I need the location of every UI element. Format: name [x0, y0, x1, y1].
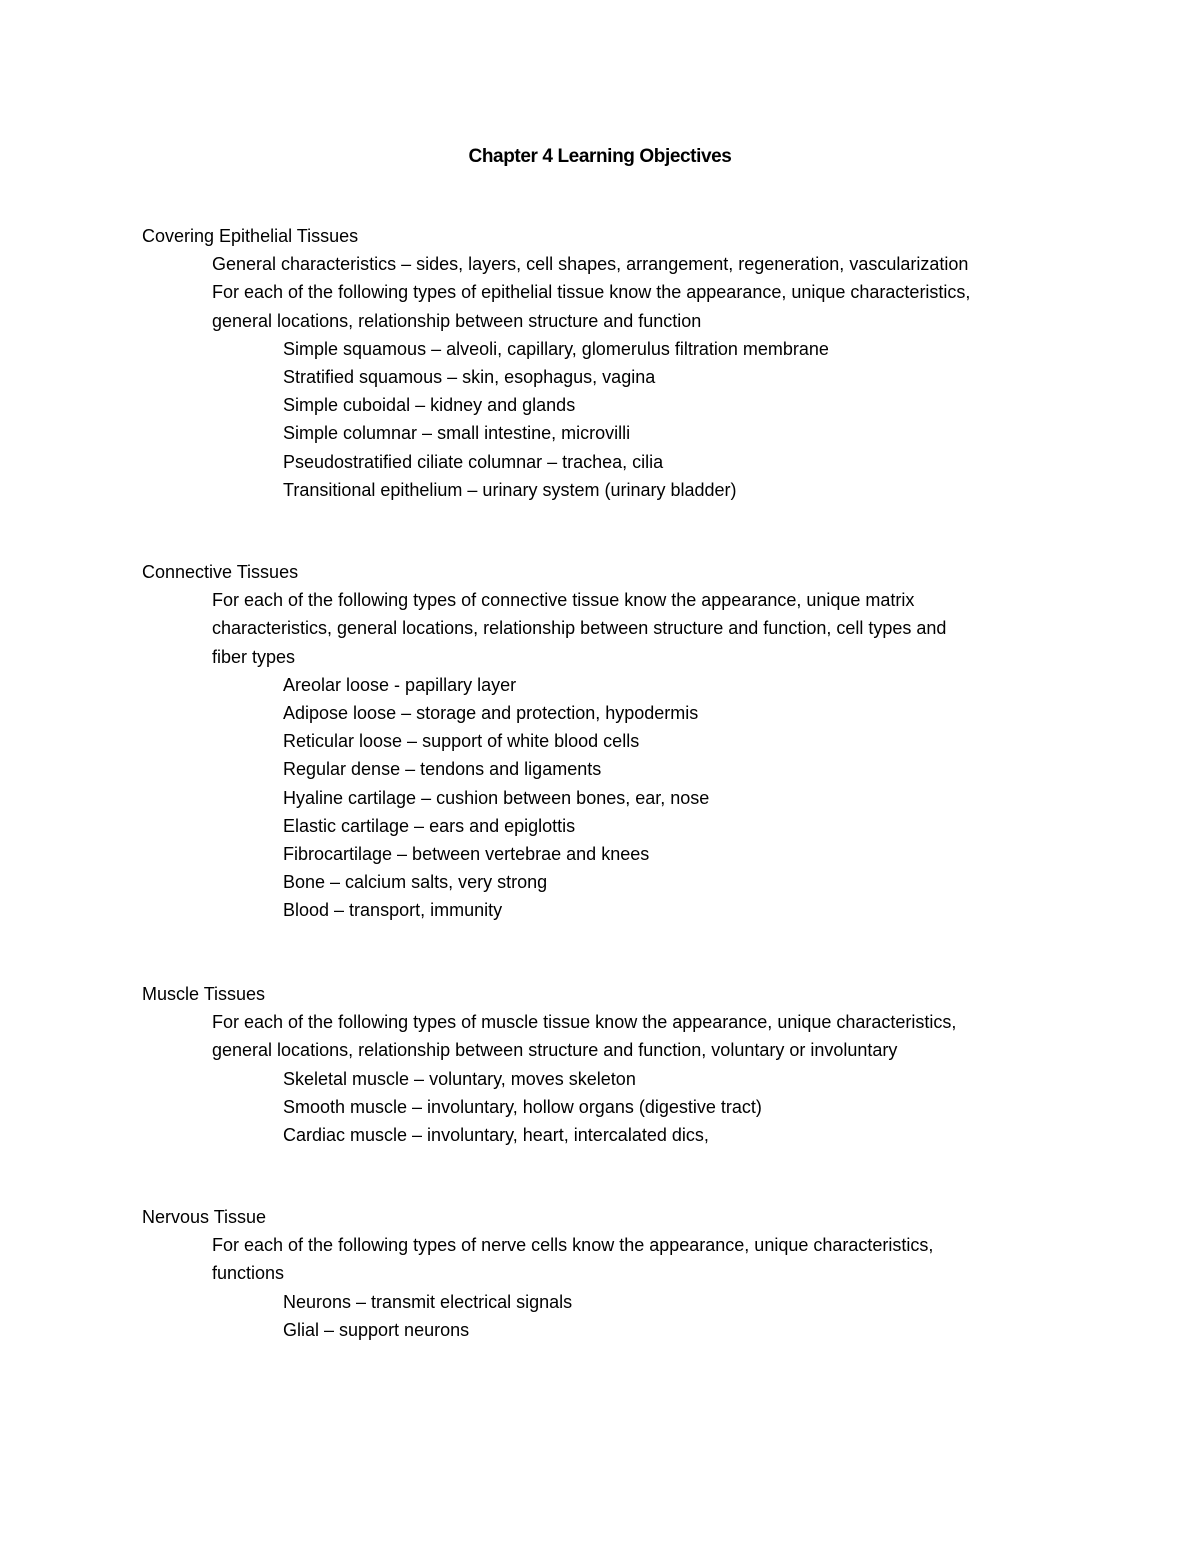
- list-item: Simple columnar – small intestine, microvilli: [283, 423, 631, 444]
- intro-line: functions: [212, 1263, 285, 1284]
- intro-line: general locations, relationship between structure and function: [212, 310, 702, 331]
- section-connective: [142, 558, 1082, 925]
- section-intro: [212, 586, 1072, 671]
- section-muscle: [142, 980, 1082, 1149]
- list-item: Stratified squamous – skin, esophagus, vagina: [283, 367, 656, 388]
- list-item: Regular dense – tendons and ligaments: [283, 759, 602, 780]
- list-item: Areolar loose - papillary layer: [283, 674, 517, 695]
- section-intro: [212, 1231, 1072, 1287]
- list-item: Skeletal muscle – voluntary, moves skeleton: [283, 1068, 636, 1089]
- list-item: Elastic cartilage – ears and epiglottis: [283, 815, 576, 836]
- tissue-list: [283, 671, 1082, 925]
- list-item: Hyaline cartilage – cushion between bones, ear, nose: [283, 787, 710, 808]
- list-item: Pseudostratified ciliate columnar – trachea, cilia: [283, 451, 664, 472]
- list-item: Bone – calcium salts, very strong: [283, 872, 548, 893]
- list-item: Transitional epithelium – urinary system (urinary bladder): [283, 479, 737, 500]
- list-item: Neurons – transmit electrical signals: [283, 1291, 573, 1312]
- list-item: Simple cuboidal – kidney and glands: [283, 395, 576, 416]
- section-epithelial: [142, 222, 1082, 504]
- intro-line: For each of the following types of muscle tissue know the appearance, unique characteristics,: [212, 1012, 957, 1033]
- intro-line: fiber types: [212, 646, 296, 667]
- list-item: Smooth muscle – involuntary, hollow organs (digestive tract): [283, 1096, 762, 1117]
- list-item: Fibrocartilage – between vertebrae and knees: [283, 844, 650, 865]
- intro-line: For each of the following types of epithelial tissue know the appearance, unique characteristics,: [212, 282, 971, 303]
- page-title: Chapter 4 Learning Objectives: [468, 146, 732, 167]
- tissue-list: [283, 1065, 1082, 1150]
- list-item: Simple squamous – alveoli, capillary, glomerulus filtration membrane: [283, 338, 829, 359]
- section-heading: Nervous Tissue: [142, 1207, 267, 1227]
- section-nervous: [142, 1203, 1082, 1344]
- tissue-list: [283, 1288, 1082, 1344]
- section-heading: Connective Tissues: [142, 562, 299, 582]
- list-item: Blood – transport, immunity: [283, 900, 503, 921]
- section-intro: [212, 250, 1072, 335]
- list-item: Reticular loose – support of white blood cells: [283, 731, 640, 752]
- intro-line: General characteristics – sides, layers, cell shapes, arrangement, regeneration, vascularization: [212, 254, 969, 275]
- intro-line: For each of the following types of nerve cells know the appearance, unique characteristics,: [212, 1235, 934, 1256]
- intro-line: For each of the following types of connective tissue know the appearance, unique matrix: [212, 590, 915, 611]
- intro-line: general locations, relationship between structure and function, voluntary or involuntary: [212, 1040, 898, 1061]
- section-heading: Covering Epithelial Tissues: [142, 226, 359, 246]
- list-item: Glial – support neurons: [283, 1319, 470, 1340]
- intro-line: characteristics, general locations, relationship between structure and function, cell types and: [212, 618, 947, 639]
- list-item: Adipose loose – storage and protection, hypodermis: [283, 703, 699, 724]
- section-heading: Muscle Tissues: [142, 984, 266, 1004]
- tissue-list: [283, 335, 1082, 504]
- section-intro: [212, 1008, 1072, 1064]
- list-item: Cardiac muscle – involuntary, heart, intercalated dics,: [283, 1125, 709, 1146]
